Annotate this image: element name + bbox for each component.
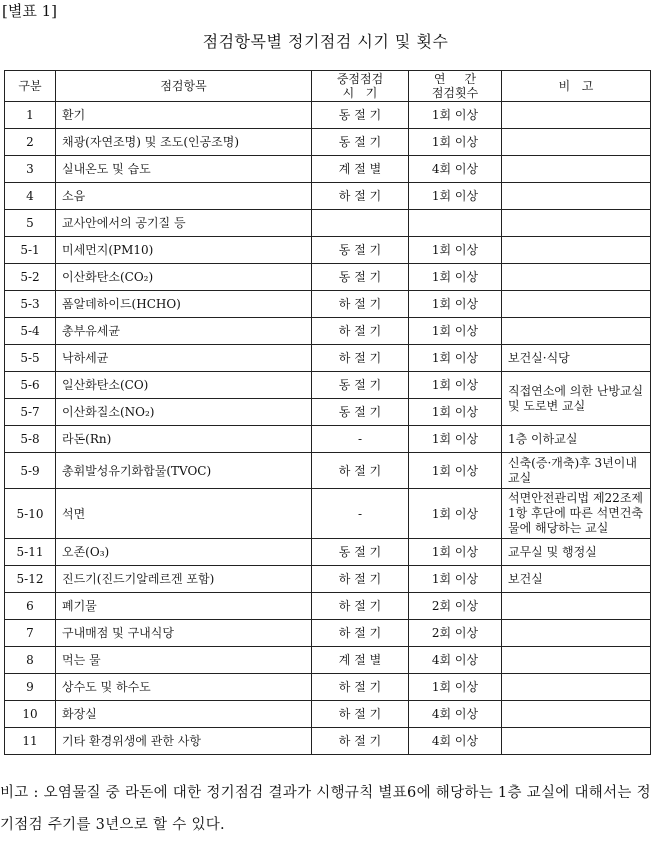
row-item: 폼알데하이드(HCHO) — [56, 291, 312, 318]
table-row — [5, 728, 651, 755]
row-timing: 하 절 기 — [312, 674, 409, 701]
row-count: 1회 이상 — [409, 129, 502, 156]
row-item: 먹는 물 — [56, 647, 312, 674]
table-row — [5, 489, 651, 539]
row-count: 1회 이상 — [409, 264, 502, 291]
row-note — [502, 156, 651, 183]
header-item-label: 점검항목 — [160, 79, 207, 93]
row-item: 화장실 — [56, 701, 312, 728]
row-count: 1회 이상 — [409, 345, 502, 372]
table-row — [5, 156, 651, 183]
row-note — [502, 620, 651, 647]
row-no: 5-5 — [5, 345, 56, 372]
row-timing: 계 절 별 — [312, 156, 409, 183]
row-note: 직접연소에 의한 난방교실 및 도로변 교실 — [502, 372, 651, 426]
row-item: 기타 환경위생에 관한 사항 — [56, 728, 312, 755]
row-no: 7 — [5, 620, 56, 647]
header-note-label: 비 고 — [558, 79, 594, 93]
table-row — [5, 566, 651, 593]
row-note: 교무실 및 행정실 — [502, 539, 651, 566]
row-note — [502, 701, 651, 728]
row-no: 5-9 — [5, 453, 56, 489]
row-count: 1회 이상 — [409, 237, 502, 264]
row-timing: 계 절 별 — [312, 647, 409, 674]
table-row — [5, 426, 651, 453]
row-note: 1층 이하교실 — [502, 426, 651, 453]
row-timing: 하 절 기 — [312, 701, 409, 728]
row-count: 1회 이상 — [409, 539, 502, 566]
row-no: 5-11 — [5, 539, 56, 566]
row-note — [502, 102, 651, 129]
row-timing: - — [312, 426, 409, 453]
row-note — [502, 674, 651, 701]
row-no: 5-4 — [5, 318, 56, 345]
row-item: 교사안에서의 공기질 등 — [56, 210, 312, 237]
row-item: 이산화질소(NO₂) — [56, 399, 312, 426]
row-no: 8 — [5, 647, 56, 674]
table-row — [5, 453, 651, 489]
row-timing: 하 절 기 — [312, 453, 409, 489]
row-count: 1회 이상 — [409, 183, 502, 210]
row-timing: 하 절 기 — [312, 345, 409, 372]
row-count: 1회 이상 — [409, 399, 502, 426]
row-item: 채광(자연조명) 및 조도(인공조명) — [56, 129, 312, 156]
row-timing: 하 절 기 — [312, 620, 409, 647]
row-count: 1회 이상 — [409, 674, 502, 701]
row-no: 5-8 — [5, 426, 56, 453]
row-note — [502, 264, 651, 291]
header-item — [56, 71, 312, 102]
row-note — [502, 318, 651, 345]
row-no: 5-2 — [5, 264, 56, 291]
header-count — [409, 71, 502, 102]
row-no: 11 — [5, 728, 56, 755]
row-no: 5-10 — [5, 489, 56, 539]
page-title: 점검항목별 정기점검 시기 및 횟수 — [202, 32, 449, 51]
row-no: 1 — [5, 102, 56, 129]
row-no: 5-1 — [5, 237, 56, 264]
row-no: 6 — [5, 593, 56, 620]
row-count: 4회 이상 — [409, 647, 502, 674]
row-note: 석면안전관리법 제22조제1항 후단에 따른 석면건축물에 해당하는 교실 — [502, 489, 651, 539]
row-note — [502, 129, 651, 156]
row-item: 구내매점 및 구내식당 — [56, 620, 312, 647]
row-timing: 하 절 기 — [312, 291, 409, 318]
row-no: 5-12 — [5, 566, 56, 593]
row-timing: 동 절 기 — [312, 237, 409, 264]
row-count: 1회 이상 — [409, 102, 502, 129]
row-no: 5-7 — [5, 399, 56, 426]
row-note — [502, 237, 651, 264]
row-count: 1회 이상 — [409, 318, 502, 345]
row-no: 5-6 — [5, 372, 56, 399]
row-timing: 동 절 기 — [312, 102, 409, 129]
header-note — [502, 71, 651, 102]
table-row — [5, 129, 651, 156]
row-item: 일산화탄소(CO) — [56, 372, 312, 399]
table-row — [5, 647, 651, 674]
row-note — [502, 210, 651, 237]
table-row — [5, 620, 651, 647]
row-timing: 동 절 기 — [312, 399, 409, 426]
table-row — [5, 237, 651, 264]
row-item: 상수도 및 하수도 — [56, 674, 312, 701]
table-row — [5, 291, 651, 318]
table-row — [5, 210, 651, 237]
row-item: 총휘발성유기화합물(TVOC) — [56, 453, 312, 489]
table-row — [5, 701, 651, 728]
header-timing — [312, 71, 409, 102]
row-timing: 하 절 기 — [312, 728, 409, 755]
table-row — [5, 593, 651, 620]
row-note — [502, 647, 651, 674]
row-note — [502, 183, 651, 210]
header-count-line1: 연 간 — [433, 72, 477, 86]
table-row — [5, 674, 651, 701]
row-note — [502, 728, 651, 755]
row-item: 오존(O₃) — [56, 539, 312, 566]
row-item: 석면 — [56, 489, 312, 539]
row-item: 실내온도 및 습도 — [56, 156, 312, 183]
row-no: 2 — [5, 129, 56, 156]
row-count: 1회 이상 — [409, 372, 502, 399]
row-timing: 하 절 기 — [312, 566, 409, 593]
table-row — [5, 345, 651, 372]
inspection-table — [4, 70, 651, 755]
row-count: 4회 이상 — [409, 728, 502, 755]
row-item: 폐기물 — [56, 593, 312, 620]
row-item: 진드기(진드기알레르겐 포함) — [56, 566, 312, 593]
row-no: 9 — [5, 674, 56, 701]
row-no: 5-3 — [5, 291, 56, 318]
table-header-row — [5, 71, 651, 102]
row-item: 이산화탄소(CO₂) — [56, 264, 312, 291]
row-count: 1회 이상 — [409, 566, 502, 593]
row-count: 1회 이상 — [409, 453, 502, 489]
row-timing — [312, 210, 409, 237]
row-no: 10 — [5, 701, 56, 728]
row-note — [502, 593, 651, 620]
row-count: 2회 이상 — [409, 620, 502, 647]
row-note: 보건실·식당 — [502, 345, 651, 372]
row-timing: 동 절 기 — [312, 539, 409, 566]
row-count: 1회 이상 — [409, 489, 502, 539]
row-timing: 동 절 기 — [312, 372, 409, 399]
footnote: 비고 : 오염물질 중 라돈에 대한 정기점검 결과가 시행규칙 별표6에 해당하는 1층 교실에 대해서는 정기점검 주기를 3년으로 할 수 있다. — [0, 785, 651, 833]
row-item: 미세먼지(PM10) — [56, 237, 312, 264]
row-note — [502, 291, 651, 318]
row-item: 환기 — [56, 102, 312, 129]
row-count — [409, 210, 502, 237]
annex-label: [별표 1] — [2, 2, 57, 20]
table-row — [5, 539, 651, 566]
row-item: 라돈(Rn) — [56, 426, 312, 453]
row-item: 소음 — [56, 183, 312, 210]
row-item: 낙하세균 — [56, 345, 312, 372]
header-no — [5, 71, 56, 102]
row-count: 1회 이상 — [409, 426, 502, 453]
header-timing-line1: 중점점검 — [336, 72, 384, 86]
row-timing: 동 절 기 — [312, 264, 409, 291]
table-row — [5, 318, 651, 345]
row-timing: 동 절 기 — [312, 129, 409, 156]
row-no: 3 — [5, 156, 56, 183]
row-note: 신축(증·개축)후 3년이내 교실 — [502, 453, 651, 489]
table-row — [5, 102, 651, 129]
row-timing: 하 절 기 — [312, 183, 409, 210]
row-no: 4 — [5, 183, 56, 210]
table-row — [5, 372, 651, 399]
row-timing: 하 절 기 — [312, 593, 409, 620]
header-timing-line2: 시 기 — [342, 86, 378, 100]
header-no-label: 구분 — [18, 79, 42, 93]
row-count: 4회 이상 — [409, 701, 502, 728]
header-count-line2: 점검횟수 — [431, 86, 479, 100]
row-count: 4회 이상 — [409, 156, 502, 183]
row-timing: 하 절 기 — [312, 318, 409, 345]
row-item: 총부유세균 — [56, 318, 312, 345]
row-count: 2회 이상 — [409, 593, 502, 620]
table-row — [5, 264, 651, 291]
row-no: 5 — [5, 210, 56, 237]
row-timing: - — [312, 489, 409, 539]
table-row — [5, 183, 651, 210]
row-count: 1회 이상 — [409, 291, 502, 318]
row-note: 보건실 — [502, 566, 651, 593]
